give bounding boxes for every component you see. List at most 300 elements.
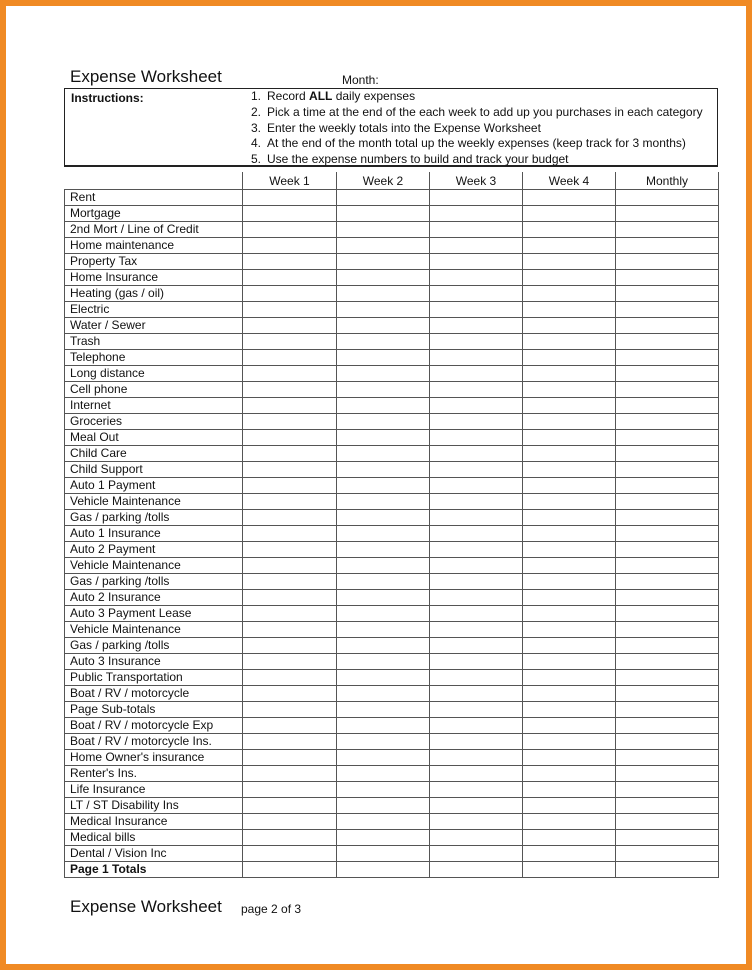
table-row (65, 734, 719, 750)
amount-cell[interactable] (523, 302, 616, 318)
amount-cell[interactable] (243, 318, 337, 334)
expense-category-label: Trash (65, 334, 243, 350)
amount-cell[interactable] (337, 190, 430, 206)
amount-cell[interactable] (430, 398, 523, 414)
expense-category-label: Cell phone (65, 382, 243, 398)
amount-cell[interactable] (337, 798, 430, 814)
amount-cell[interactable] (523, 830, 616, 846)
amount-cell[interactable] (243, 398, 337, 414)
amount-cell[interactable] (523, 190, 616, 206)
expense-category-label: Boat / RV / motorcycle Ins. (65, 734, 243, 750)
amount-cell[interactable] (430, 366, 523, 382)
amount-cell[interactable] (243, 814, 337, 830)
amount-cell[interactable] (430, 718, 523, 734)
amount-cell[interactable] (337, 814, 430, 830)
amount-cell[interactable] (616, 222, 719, 238)
amount-cell[interactable] (337, 382, 430, 398)
amount-cell[interactable] (337, 430, 430, 446)
amount-cell[interactable] (616, 654, 719, 670)
expense-category-label: Auto 3 Payment Lease (65, 606, 243, 622)
amount-cell[interactable] (523, 814, 616, 830)
expense-category-label: Auto 1 Payment (65, 478, 243, 494)
amount-cell[interactable] (616, 478, 719, 494)
amount-cell[interactable] (523, 510, 616, 526)
amount-cell[interactable] (243, 206, 337, 222)
expense-category-label: Auto 2 Insurance (65, 590, 243, 606)
amount-cell[interactable] (523, 654, 616, 670)
amount-cell[interactable] (337, 606, 430, 622)
amount-cell[interactable] (616, 510, 719, 526)
amount-cell[interactable] (243, 254, 337, 270)
amount-cell[interactable] (430, 606, 523, 622)
column-header: Week 1 (243, 172, 337, 190)
amount-cell[interactable] (337, 462, 430, 478)
amount-cell[interactable] (523, 638, 616, 654)
expense-category-label: Dental / Vision Inc (65, 846, 243, 862)
amount-cell[interactable] (243, 830, 337, 846)
table-row (65, 830, 719, 846)
amount-cell[interactable] (337, 558, 430, 574)
table-row (65, 606, 719, 622)
amount-cell[interactable] (616, 622, 719, 638)
amount-cell[interactable] (337, 286, 430, 302)
amount-cell[interactable] (523, 222, 616, 238)
amount-cell[interactable] (243, 446, 337, 462)
amount-cell[interactable] (616, 350, 719, 366)
instruction-item (251, 121, 703, 137)
amount-cell[interactable] (616, 670, 719, 686)
amount-cell[interactable] (430, 270, 523, 286)
amount-cell[interactable] (523, 238, 616, 254)
amount-cell[interactable] (523, 206, 616, 222)
page-number: page 2 of 3 (241, 902, 302, 916)
amount-cell[interactable] (523, 766, 616, 782)
table-row (65, 270, 719, 286)
table-row (65, 446, 719, 462)
amount-cell[interactable] (430, 750, 523, 766)
table-row (65, 622, 719, 638)
table-row (65, 766, 719, 782)
table-row (65, 222, 719, 238)
amount-cell[interactable] (523, 254, 616, 270)
amount-cell[interactable] (616, 446, 719, 462)
amount-cell[interactable] (430, 302, 523, 318)
table-row (65, 798, 719, 814)
amount-cell[interactable] (616, 334, 719, 350)
table-body (65, 190, 719, 878)
amount-cell[interactable] (523, 606, 616, 622)
expense-category-label: Life Insurance (65, 782, 243, 798)
amount-cell[interactable] (616, 638, 719, 654)
table-row (65, 846, 719, 862)
amount-cell[interactable] (430, 462, 523, 478)
amount-cell[interactable] (430, 638, 523, 654)
amount-cell[interactable] (430, 702, 523, 718)
amount-cell[interactable] (523, 478, 616, 494)
amount-cell[interactable] (337, 654, 430, 670)
expense-category-label: Boat / RV / motorcycle (65, 686, 243, 702)
amount-cell[interactable] (337, 222, 430, 238)
amount-cell[interactable] (616, 366, 719, 382)
amount-cell[interactable] (616, 846, 719, 862)
amount-cell[interactable] (337, 622, 430, 638)
expense-category-label: Home Insurance (65, 270, 243, 286)
amount-cell[interactable] (337, 302, 430, 318)
amount-cell[interactable] (430, 494, 523, 510)
expense-category-label: Boat / RV / motorcycle Exp (65, 718, 243, 734)
expense-category-label: Home maintenance (65, 238, 243, 254)
table-row (65, 654, 719, 670)
expense-category-label: Long distance (65, 366, 243, 382)
table-row (65, 190, 719, 206)
amount-cell[interactable] (616, 574, 719, 590)
amount-cell[interactable] (337, 478, 430, 494)
instructions-label: Instructions: (71, 91, 144, 105)
amount-cell[interactable] (523, 542, 616, 558)
amount-cell[interactable] (243, 366, 337, 382)
amount-cell[interactable] (243, 574, 337, 590)
expense-category-label: Auto 1 Insurance (65, 526, 243, 542)
amount-cell[interactable] (616, 862, 719, 878)
amount-cell[interactable] (243, 718, 337, 734)
amount-cell[interactable] (523, 430, 616, 446)
amount-cell[interactable] (523, 382, 616, 398)
amount-cell[interactable] (616, 414, 719, 430)
expense-category-label: Mortgage (65, 206, 243, 222)
table-row (65, 542, 719, 558)
amount-cell[interactable] (337, 254, 430, 270)
amount-cell[interactable] (616, 270, 719, 286)
amount-cell[interactable] (337, 750, 430, 766)
instruction-text: daily expenses (332, 89, 416, 103)
header-blank (65, 172, 243, 190)
amount-cell[interactable] (337, 494, 430, 510)
amount-cell[interactable] (243, 526, 337, 542)
amount-cell[interactable] (616, 750, 719, 766)
table-row (65, 702, 719, 718)
expense-category-label: Child Support (65, 462, 243, 478)
expense-table (64, 172, 719, 878)
amount-cell[interactable] (243, 606, 337, 622)
amount-cell[interactable] (243, 654, 337, 670)
amount-cell[interactable] (523, 398, 616, 414)
instruction-text: Use the expense numbers to build and track your budget (267, 152, 569, 167)
amount-cell[interactable] (616, 254, 719, 270)
amount-cell[interactable] (616, 782, 719, 798)
amount-cell[interactable] (430, 830, 523, 846)
amount-cell[interactable] (616, 206, 719, 222)
amount-cell[interactable] (430, 414, 523, 430)
amount-cell[interactable] (337, 766, 430, 782)
amount-cell[interactable] (243, 638, 337, 654)
table-row (65, 286, 719, 302)
amount-cell[interactable] (243, 382, 337, 398)
amount-cell[interactable] (337, 446, 430, 462)
amount-cell[interactable] (430, 446, 523, 462)
expense-category-label: Vehicle Maintenance (65, 494, 243, 510)
amount-cell[interactable] (616, 542, 719, 558)
amount-cell[interactable] (243, 286, 337, 302)
amount-cell[interactable] (243, 302, 337, 318)
amount-cell[interactable] (430, 590, 523, 606)
amount-cell[interactable] (616, 494, 719, 510)
amount-cell[interactable] (430, 798, 523, 814)
amount-cell[interactable] (430, 574, 523, 590)
amount-cell[interactable] (616, 398, 719, 414)
instruction-number: 4. (251, 136, 262, 151)
amount-cell[interactable] (616, 798, 719, 814)
amount-cell[interactable] (430, 862, 523, 878)
column-header: Week 3 (430, 172, 523, 190)
expense-category-label: Electric (65, 302, 243, 318)
expense-category-label: Page 1 Totals (65, 862, 243, 878)
amount-cell[interactable] (337, 526, 430, 542)
amount-cell[interactable] (523, 526, 616, 542)
column-header: Week 4 (523, 172, 616, 190)
amount-cell[interactable] (337, 702, 430, 718)
amount-cell[interactable] (243, 270, 337, 286)
amount-cell[interactable] (337, 206, 430, 222)
amount-cell[interactable] (337, 638, 430, 654)
amount-cell[interactable] (616, 318, 719, 334)
amount-cell[interactable] (616, 590, 719, 606)
table-row (65, 350, 719, 366)
instruction-number: 1. (251, 89, 262, 103)
amount-cell[interactable] (430, 238, 523, 254)
amount-cell[interactable] (337, 846, 430, 862)
amount-cell[interactable] (430, 350, 523, 366)
amount-cell[interactable] (616, 430, 719, 446)
amount-cell[interactable] (243, 670, 337, 686)
amount-cell[interactable] (430, 382, 523, 398)
amount-cell[interactable] (337, 318, 430, 334)
table-row (65, 494, 719, 510)
worksheet-title: Expense Worksheet (70, 67, 222, 86)
expense-category-label: Meal Out (65, 430, 243, 446)
amount-cell[interactable] (523, 670, 616, 686)
amount-cell[interactable] (523, 350, 616, 366)
expense-category-label: Auto 3 Insurance (65, 654, 243, 670)
amount-cell[interactable] (337, 510, 430, 526)
amount-cell[interactable] (523, 558, 616, 574)
amount-cell[interactable] (243, 414, 337, 430)
amount-cell[interactable] (430, 254, 523, 270)
amount-cell[interactable] (243, 222, 337, 238)
amount-cell[interactable] (616, 830, 719, 846)
amount-cell[interactable] (243, 862, 337, 878)
amount-cell[interactable] (337, 398, 430, 414)
instructions-box (64, 88, 718, 167)
table-row (65, 318, 719, 334)
amount-cell[interactable] (337, 350, 430, 366)
amount-cell[interactable] (337, 686, 430, 702)
amount-cell[interactable] (430, 222, 523, 238)
amount-cell[interactable] (523, 782, 616, 798)
amount-cell[interactable] (523, 270, 616, 286)
amount-cell[interactable] (523, 446, 616, 462)
amount-cell[interactable] (243, 190, 337, 206)
expense-category-label: Medical bills (65, 830, 243, 846)
expense-category-label: Page Sub-totals (65, 702, 243, 718)
amount-cell[interactable] (430, 622, 523, 638)
amount-cell[interactable] (523, 622, 616, 638)
table-row (65, 590, 719, 606)
amount-cell[interactable] (430, 846, 523, 862)
amount-cell[interactable] (337, 414, 430, 430)
amount-cell[interactable] (523, 702, 616, 718)
amount-cell[interactable] (616, 718, 719, 734)
amount-cell[interactable] (243, 782, 337, 798)
expense-category-label: Gas / parking /tolls (65, 510, 243, 526)
table-row (65, 366, 719, 382)
month-label: Month: (342, 73, 379, 87)
instruction-text: Record (267, 89, 310, 103)
amount-cell[interactable] (243, 238, 337, 254)
amount-cell[interactable] (430, 686, 523, 702)
table-row (65, 382, 719, 398)
amount-cell[interactable] (523, 574, 616, 590)
amount-cell[interactable] (430, 430, 523, 446)
amount-cell[interactable] (243, 510, 337, 526)
amount-cell[interactable] (337, 366, 430, 382)
amount-cell[interactable] (523, 750, 616, 766)
amount-cell[interactable] (430, 782, 523, 798)
amount-cell[interactable] (243, 734, 337, 750)
amount-cell[interactable] (243, 462, 337, 478)
instruction-item (251, 105, 703, 121)
amount-cell[interactable] (430, 814, 523, 830)
amount-cell[interactable] (616, 734, 719, 750)
column-header: Week 2 (337, 172, 430, 190)
amount-cell[interactable] (430, 558, 523, 574)
amount-cell[interactable] (243, 430, 337, 446)
amount-cell[interactable] (523, 318, 616, 334)
table-row (65, 782, 719, 798)
amount-cell[interactable] (337, 270, 430, 286)
amount-cell[interactable] (243, 350, 337, 366)
expense-category-label: Auto 2 Payment (65, 542, 243, 558)
amount-cell[interactable] (243, 494, 337, 510)
amount-cell[interactable] (430, 286, 523, 302)
table-row (65, 718, 719, 734)
amount-cell[interactable] (616, 686, 719, 702)
amount-cell[interactable] (430, 510, 523, 526)
amount-cell[interactable] (616, 462, 719, 478)
amount-cell[interactable] (616, 382, 719, 398)
amount-cell[interactable] (430, 334, 523, 350)
expense-category-label: Internet (65, 398, 243, 414)
amount-cell[interactable] (337, 574, 430, 590)
amount-cell[interactable] (616, 238, 719, 254)
amount-cell[interactable] (430, 190, 523, 206)
amount-cell[interactable] (243, 798, 337, 814)
amount-cell[interactable] (337, 734, 430, 750)
amount-cell[interactable] (430, 318, 523, 334)
amount-cell[interactable] (523, 414, 616, 430)
amount-cell[interactable] (523, 686, 616, 702)
instruction-text: At the end of the month total up the weekly expenses (keep track for 3 months) (267, 136, 686, 151)
amount-cell[interactable] (430, 734, 523, 750)
expense-category-label: Telephone (65, 350, 243, 366)
amount-cell[interactable] (430, 542, 523, 558)
amount-cell[interactable] (616, 606, 719, 622)
amount-cell[interactable] (337, 830, 430, 846)
expense-category-label: Gas / parking /tolls (65, 638, 243, 654)
amount-cell[interactable] (243, 478, 337, 494)
table-row (65, 462, 719, 478)
amount-cell[interactable] (523, 462, 616, 478)
expense-category-label: Vehicle Maintenance (65, 558, 243, 574)
table-row (65, 430, 719, 446)
expense-category-label: Vehicle Maintenance (65, 622, 243, 638)
amount-cell[interactable] (523, 494, 616, 510)
expense-category-label: Public Transportation (65, 670, 243, 686)
amount-cell[interactable] (243, 542, 337, 558)
amount-cell[interactable] (523, 334, 616, 350)
amount-cell[interactable] (430, 206, 523, 222)
amount-cell[interactable] (616, 814, 719, 830)
amount-cell[interactable] (243, 702, 337, 718)
amount-cell[interactable] (430, 654, 523, 670)
amount-cell[interactable] (616, 302, 719, 318)
amount-cell[interactable] (243, 590, 337, 606)
amount-cell[interactable] (243, 686, 337, 702)
instruction-text: Pick a time at the end of the each week to add up you purchases in each category (267, 104, 703, 119)
amount-cell[interactable] (616, 286, 719, 302)
amount-cell[interactable] (523, 798, 616, 814)
table-row (65, 398, 719, 414)
amount-cell[interactable] (337, 238, 430, 254)
expense-category-label: Renter's Ins. (65, 766, 243, 782)
amount-cell[interactable] (337, 782, 430, 798)
amount-cell[interactable] (616, 190, 719, 206)
amount-cell[interactable] (430, 526, 523, 542)
expense-category-label: Rent (65, 190, 243, 206)
amount-cell[interactable] (523, 846, 616, 862)
expense-category-label: Heating (gas / oil) (65, 286, 243, 302)
table-row (65, 574, 719, 590)
amount-cell[interactable] (523, 734, 616, 750)
amount-cell[interactable] (243, 750, 337, 766)
amount-cell[interactable] (430, 766, 523, 782)
expense-category-label: Gas / parking /tolls (65, 574, 243, 590)
amount-cell[interactable] (337, 542, 430, 558)
amount-cell[interactable] (243, 334, 337, 350)
amount-cell[interactable] (243, 622, 337, 638)
amount-cell[interactable] (337, 862, 430, 878)
amount-cell[interactable] (243, 558, 337, 574)
amount-cell[interactable] (337, 670, 430, 686)
expense-category-label: Child Care (65, 446, 243, 462)
amount-cell[interactable] (337, 590, 430, 606)
amount-cell[interactable] (523, 590, 616, 606)
amount-cell[interactable] (523, 286, 616, 302)
amount-cell[interactable] (616, 526, 719, 542)
amount-cell[interactable] (616, 766, 719, 782)
amount-cell[interactable] (523, 366, 616, 382)
instruction-item (251, 136, 703, 152)
amount-cell[interactable] (243, 846, 337, 862)
amount-cell[interactable] (523, 862, 616, 878)
amount-cell[interactable] (523, 718, 616, 734)
amount-cell[interactable] (616, 558, 719, 574)
amount-cell[interactable] (337, 718, 430, 734)
amount-cell[interactable] (337, 334, 430, 350)
amount-cell[interactable] (430, 670, 523, 686)
amount-cell[interactable] (616, 702, 719, 718)
amount-cell[interactable] (243, 766, 337, 782)
amount-cell[interactable] (430, 478, 523, 494)
